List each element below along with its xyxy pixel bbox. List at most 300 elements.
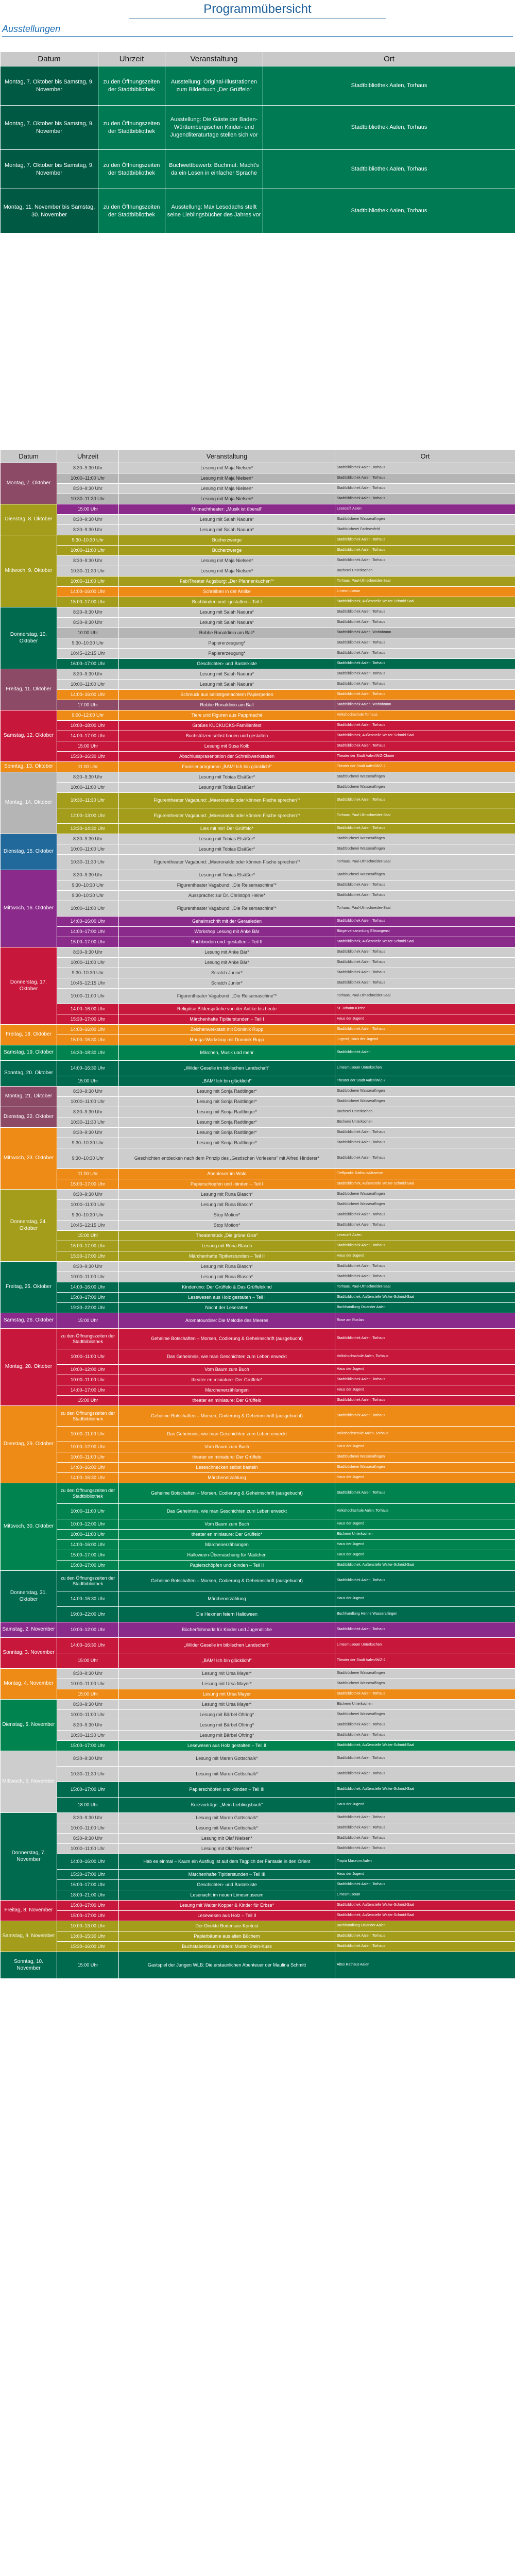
program-header-row [1,450,515,463]
program-row [1,1014,515,1025]
time-cell: 9:30–10:30 Uhr [57,638,119,649]
place-cell: Stadtbibliothek Aalen, Torhaus [335,463,515,473]
program-row [1,978,515,989]
time-cell: 16:30–18:30 Uhr [57,1045,119,1061]
event-cell: Geheime Botschaften – Morsen, Codierung & Geheimschrift (ausgebucht) [119,1406,335,1427]
program-row [1,1679,515,1689]
time-cell: 8:30–9:30 Uhr [57,1262,119,1272]
time-cell: 14:00–17:00 Uhr [57,927,119,937]
place-cell: Stadtbibliothek Aalen, Torhaus [335,1406,515,1427]
header-event: Veranstaltung [165,52,263,66]
event-cell: Lesung mit Salah Naoura* [119,669,335,680]
day-cell: Mittwoch, 16. Oktober [1,870,57,947]
place-cell: Bücherei Unterkochen [335,1117,515,1128]
day-cell: Donnerstag, 31. Oktober [1,1571,57,1622]
day-cell: Mittwoch, 6. November [1,1751,57,1813]
event-cell: Lesung mit Ursa Mayer [119,1689,335,1700]
day-cell: Sonntag, 10. November [1,1952,57,1979]
program-row [1,1148,515,1169]
event-cell: Großes KUCKUCKS-Familienfest [119,721,335,731]
time-cell: 9:30–10:30 Uhr [57,880,119,891]
event-cell: Lesung mit Walter Kopper & Kinder für Erbse* [119,1901,335,1911]
place-cell: Haus der Jugend [335,1550,515,1561]
time-cell: 10:45–12:15 Uhr [57,978,119,989]
event-cell: theater en miniature: Der Grüffelo* [119,1530,335,1540]
time-cell: 10:45–12:15 Uhr [57,649,119,659]
place-cell: Stadtbibliothek Aalen, Torhaus [335,638,515,649]
event-cell: Lesung mit Tobias Elsäßer* [119,844,335,855]
event-cell: Mitmachtheater: „Musik ist überall“ [119,504,335,515]
place-cell: Stadtbücherei Wasseralfingen [335,772,515,783]
event-cell: Geheime Botschaften – Morsen, Codierung & Geheimschrift (ausgebucht) [119,1483,335,1504]
time-cell: 15:00 Uhr [57,1952,119,1979]
time-cell: 9:30–10:30 Uhr [57,891,119,901]
place-cell: Stadtbibliothek Aalen, Torhaus [335,1329,515,1349]
program-row [1,1179,515,1190]
event-cell: Papiererzeugung* [119,638,335,649]
event-cell: Lesung mit Sonja Radtlinger* [119,1097,335,1107]
event-cell: Aussprache: zur Dr. Christoph Heine* [119,891,335,901]
event-cell: Figurentheater Vagabund: „Die Reisemaschine“* [119,880,335,891]
day-cell: Montag, 7. Oktober [1,463,57,504]
time-cell: 12:00–13:00 Uhr [57,808,119,824]
event-cell: Robbe Ronaldinio am Ball* [119,628,335,638]
place-cell: Stadtbibliothek, Außenstelle Walter-Schmid-Saal [335,1179,515,1190]
time-cell: 18:00–21:00 Uhr [57,1890,119,1901]
place-cell: Stadtbibliothek Aalen, Torhaus [335,968,515,978]
program-row [1,710,515,721]
time-cell: 15:00–17:00 Uhr [57,1782,119,1798]
program-row [1,1231,515,1241]
event-cell: Papierbäume aus alten Büchern [119,1931,335,1942]
time-cell: 9:00–12:00 Uhr [57,710,119,721]
event-cell: Bücherzwerge [119,535,335,546]
day-cell: Donnerstag, 7. November [1,1813,57,1901]
event-cell: „BAM! Ich bin glücklich!“ [119,1076,335,1087]
time-cell: 14:00–16:00 Uhr [57,1004,119,1014]
place-cell: Stadtbibliothek Aalen, Torhaus [335,1138,515,1148]
program-row [1,587,515,597]
time-cell: 10:30–11:30 Uhr [57,494,119,504]
time-cell: 8:30–9:30 Uhr [57,1190,119,1200]
program-row [1,1210,515,1221]
place-cell: Stadtbücherei Wasseralfingen [335,844,515,855]
place-cell: Treffpunkt: Rathaus/Museum [335,1169,515,1179]
place-cell: Stadtbücherei Wasseralfingen [335,1190,515,1200]
program-row [1,870,515,880]
time-cell: 15:00–17:00 Uhr [57,937,119,947]
event-cell: Lesung mit Ursa Mayer* [119,1679,335,1689]
program-row [1,1540,515,1550]
event-cell: Der Direkte Bodensee-Kontest [119,1921,335,1931]
place-cell: Altes Rathaus Aalen [335,1952,515,1979]
place-cell: Stadtbibliothek Aalen, Torhaus [335,680,515,690]
time-cell: 14:00–16:30 Uhr [57,1591,119,1607]
event-cell: Figurentheater Vagabund: „Die Reisemaschine“* [119,989,335,1004]
day-cell: Dienstag, 29. Oktober [1,1406,57,1483]
place-cell: Volkshochschule Aalen, Torhaus [335,1349,515,1365]
program-row [1,1519,515,1530]
day-cell: Montag, 21. Oktober [1,1087,57,1107]
place-cell: Stadtbibliothek Aalen, Torhaus [335,1148,515,1169]
event-cell: Lesung mit Tobias Elsäßer* [119,870,335,880]
program-row [1,855,515,870]
place-cell: Stadtbibliothek Aalen, Torhaus [335,618,515,628]
event-cell: Vom Baum zum Buch [119,1519,335,1530]
program-row [1,1045,515,1061]
time-cell: 10:00–11:00 Uhr [57,1452,119,1463]
program-header-place: Ort [335,450,515,463]
place-cell: Haus der Jugend [335,1519,515,1530]
program-header-date: Datum [1,450,57,463]
time-cell: 8:30–9:30 Uhr [57,463,119,473]
program-row [1,1329,515,1349]
program-row [1,1890,515,1901]
place-cell: Bürgerversammlung Ellwangenst [335,927,515,937]
time-cell: 8:30–9:30 Uhr [57,947,119,958]
program-row [1,1035,515,1045]
time-cell: 8:30–9:30 Uhr [57,1128,119,1138]
event-cell: Lesung mit Bärbel Oftring* [119,1720,335,1731]
program-row [1,1473,515,1483]
program-row [1,1061,515,1076]
program-row [1,690,515,700]
program-row [1,628,515,638]
program-row [1,1138,515,1148]
time-cell: 8:30–9:30 Uhr [57,607,119,618]
day-cell: Donnerstag, 10. Oktober [1,607,57,669]
place-cell: Stadtbibliothek Aalen [335,1045,515,1061]
time-cell: 8:30–9:30 Uhr [57,618,119,628]
event-cell: theater en miniature: Der Grüffelo* [119,1375,335,1385]
day-cell: Samstag, 19. Oktober [1,1045,57,1061]
event-cell: Lesung mit Bärbel Oftring* [119,1731,335,1741]
event-cell: Lesung mit Anke Bär* [119,958,335,968]
program-row [1,880,515,891]
program-row [1,1087,515,1097]
event-cell: Bücherflohmarkt für Kinder und Jugendliche [119,1622,335,1638]
event-cell: Lesung mit Maja Nielsen* [119,556,335,566]
event-cell: Buchstützen selbst bauen und gestalten [119,731,335,741]
program-row [1,463,515,473]
day-cell: Samstag, 2. November [1,1622,57,1638]
time-cell: 8:30–9:30 Uhr [57,1720,119,1731]
place-cell: Buchhandlung Osiander Aalen [335,1921,515,1931]
exhibition-time: zu den Öffnungszeiten der Stadtbibliothek [98,66,165,106]
place-cell: Volkshochschule Aalen, Torhaus [335,1504,515,1519]
place-cell: Stadtbibliothek Aalen, Torhaus [335,1396,515,1406]
program-row [1,484,515,494]
time-cell: 19:30–22:00 Uhr [57,1303,119,1313]
program-row [1,917,515,927]
day-cell: Montag, 28. Oktober [1,1329,57,1406]
program-row [1,1607,515,1622]
program-row [1,793,515,808]
place-cell: Volkshochschule Aalen, Torhaus [335,1427,515,1442]
time-cell: 10:30–11:30 Uhr [57,566,119,577]
place-cell: Buchhandlung Henne Wasseralfingen [335,1607,515,1622]
time-cell: 15:00–17:00 Uhr [57,1179,119,1190]
program-row [1,1025,515,1035]
program-row [1,597,515,607]
place-cell: Stadtbibliothek Aalen, Torhaus [335,1813,515,1823]
time-cell: 15:00–17:00 Uhr [57,1911,119,1921]
event-cell: Aromatourdine: Die Melodie des Meeres [119,1313,335,1329]
section-rule [2,36,513,37]
program-row [1,1571,515,1591]
program-row [1,1653,515,1669]
day-cell: Freitag, 25. Oktober [1,1262,57,1313]
event-cell: Lesung mit Maja Nielsen* [119,473,335,484]
event-cell: Das Geheimnis, wie man Geschichten zum Leben erweckt [119,1504,335,1519]
time-cell: 8:30–9:30 Uhr [57,556,119,566]
place-cell: Stadtbibliothek Aalen, Torhaus [335,1128,515,1138]
time-cell: 14:00–16:00 Uhr [57,690,119,700]
program-row [1,1313,515,1329]
time-cell: 10:00–11:00 Uhr [57,1427,119,1442]
time-cell: 14:00–16:30 Uhr [57,1638,119,1653]
time-cell: 9:30–10:30 Uhr [57,535,119,546]
place-cell: Stadtbibliothek Aalen, Wohnbrunn [335,628,515,638]
event-cell: Geschichten- und Bastelkiste [119,659,335,669]
time-cell: 8:30–9:30 Uhr [57,1107,119,1117]
place-cell: Stadtbibliothek Aalen, Torhaus [335,1025,515,1035]
program-row [1,607,515,618]
place-cell: Stadtbibliothek Aalen, Torhaus [335,690,515,700]
program-row [1,1452,515,1463]
event-cell: Lesung mit Rüna Blasch* [119,1272,335,1282]
place-cell: Theater der Stadt Aalen/WiZ-2 [335,1076,515,1087]
exhibition-event: Buchwettbewerb: Buchmut: Macht's da ein Lesen in einfacher Sprache [165,150,263,189]
program-row [1,1530,515,1540]
event-cell: Lesung mit Tobias Elsäßer* [119,772,335,783]
event-cell: Märchenhafte Tipitierstunden – Teil I [119,1014,335,1025]
exhibition-date: Montag, 7. Oktober bis Samstag, 9. November [1,106,98,150]
exhibition-event: Ausstellung: Max Lesedachs stellt seine Lieblingsbücher des Jahres vor [165,189,263,233]
event-cell: Lesung mit Sonja Radtlinger* [119,1107,335,1117]
exhibition-place: Stadtbibliothek Aalen, Torhaus [263,189,515,233]
program-row [1,824,515,834]
event-cell: „Wilder Geselle im biblischen Landschaft“ [119,1638,335,1653]
exhibition-time: zu den Öffnungszeiten der Stadtbibliothek [98,150,165,189]
event-cell: Lesung mit Maja Nielsen* [119,484,335,494]
time-cell: 15:00–17:00 Uhr [57,1293,119,1303]
place-cell: Stadtbibliothek, Außenstelle Walter-Schmid-Saal [335,937,515,947]
event-cell: Stop Motion* [119,1221,335,1231]
exhibition-event: Ausstellung: Original-Illustrationen zum Bilderbuch „Der Grüffelo“ [165,66,263,106]
time-cell: 10:00–11:00 Uhr [57,577,119,587]
program-row [1,1427,515,1442]
time-cell: 15:00–17:00 Uhr [57,1550,119,1561]
time-cell: 10:00–11:00 Uhr [57,1504,119,1519]
time-cell: 14:00–16:00 Uhr [57,1463,119,1473]
time-cell: 14:00–16:00 Uhr [57,1854,119,1870]
time-cell: 10:00–11:00 Uhr [57,1375,119,1385]
event-cell: Lesung mit Olaf Nielsen* [119,1834,335,1844]
program-row [1,752,515,762]
program-row [1,1406,515,1427]
event-cell: Figurentheater Vagabund: „Maeronaldo oder können Fische sprechen“* [119,855,335,870]
time-cell: 14:00–16:00 Uhr [57,917,119,927]
place-cell: Haus der Jugend [335,1473,515,1483]
time-cell: 10:00–12:00 Uhr [57,1442,119,1452]
time-cell: 8:30–9:30 Uhr [57,834,119,844]
event-cell: Lesung mit Rüna Blasch [119,1241,335,1251]
place-cell: Stadtbibliothek Aalen, Torhaus [335,1880,515,1890]
program-row [1,1669,515,1679]
place-cell: Stadtbibliothek, Außenstelle Walter-Schmid-Saal [335,1901,515,1911]
event-cell: Lesewesen aus Holz gestalten – Teil II [119,1741,335,1751]
place-cell: Haus der Jugend [335,1540,515,1550]
place-cell: Volkshochschule Torhaus [335,710,515,721]
place-cell: Stadtbibliothek, Außenstelle Walter-Schmid-Saal [335,1782,515,1798]
program-row [1,1813,515,1823]
event-cell: Papierschöpfen und -binden – Teil I [119,1179,335,1190]
place-cell: Rose am Rosfan [335,1313,515,1329]
time-cell: 10:00–11:00 Uhr [57,546,119,556]
program-row [1,968,515,978]
day-cell: Sonntag, 3. November [1,1638,57,1669]
section-title-exhibitions: Ausstellungen [2,24,61,34]
place-cell: Stadtbibliothek Aalen, Torhaus [335,1931,515,1942]
program-row [1,577,515,587]
event-cell: Lesung mit Olaf Nielsen* [119,1844,335,1854]
exhibition-row [1,150,515,189]
day-cell: Donnerstag, 17. Oktober [1,947,57,1025]
exhibitions-header-row [1,52,515,66]
event-cell: Lesung mit Ursa Mayer* [119,1669,335,1679]
time-cell: 14:00–16:30 Uhr [57,1061,119,1076]
time-cell: 8:30–9:30 Uhr [57,515,119,525]
place-cell: Stadtbibliothek Aalen, Torhaus [335,741,515,752]
exhibition-event: Ausstellung: Die Gäste der Baden-Württembergischen Kinder- und Jugendliteraturtage stellen sich vor [165,106,263,150]
place-cell: Limesmuseum Unterkochen [335,1638,515,1653]
program-row [1,1710,515,1720]
event-cell: Lesung mit Rüna Blasch* [119,1190,335,1200]
page-title: Programmübersicht [203,2,312,16]
program-row [1,741,515,752]
place-cell: Haus der Jugend [335,1870,515,1880]
exhibition-place: Stadtbibliothek Aalen, Torhaus [263,66,515,106]
time-cell: 11:00 Uhr [57,1169,119,1179]
time-cell: 8:30–9:30 Uhr [57,1669,119,1679]
time-cell: 10:00–11:00 Uhr [57,1710,119,1720]
program-row [1,1942,515,1952]
place-cell: Theater der Stadt Aalen/WiZ-2 [335,762,515,772]
event-cell: Geheime Botschaften – Morsen, Codierung & Geheimschrift (ausgebucht) [119,1329,335,1349]
event-cell: Figurentheater Vagabund: „Die Reisemaschine“* [119,901,335,917]
time-cell: 10:00–11:00 Uhr [57,680,119,690]
program-row [1,649,515,659]
event-cell: Abenteuer im Wald [119,1169,335,1179]
program-row [1,1221,515,1231]
time-cell: 10:00–11:00 Uhr [57,1679,119,1689]
program-row [1,1931,515,1942]
time-cell: 15:30–16:00 Uhr [57,1942,119,1952]
event-cell: Nacht der Leseratten [119,1303,335,1313]
program-row [1,1200,515,1210]
place-cell: Haus der Jugend [335,1014,515,1025]
program-row [1,901,515,917]
time-cell: 10:30–11:30 Uhr [57,1767,119,1782]
event-cell: Märchenerzählungen [119,1385,335,1396]
place-cell: Stadtbibliothek, Außenstelle Walter-Schmid-Saal [335,1741,515,1751]
event-cell: Lesewesen aus Holz gestalten – Teil I [119,1293,335,1303]
day-cell: Mittwoch, 9. Oktober [1,535,57,607]
place-cell: Haus der Jugend [335,1251,515,1262]
time-cell: 10:30–11:30 Uhr [57,793,119,808]
program-row [1,1921,515,1931]
event-cell: Leseschnecken selbst basteln [119,1463,335,1473]
time-cell: 10:00–11:00 Uhr [57,844,119,855]
event-cell: Papierschöpfen und -binden – Teil II [119,1561,335,1571]
event-cell: Lesung mit Salah Naoura* [119,515,335,525]
program-row [1,937,515,947]
program-row [1,1638,515,1653]
event-cell: Das Geheimnis, wie man Geschichten zum Leben erweckt [119,1349,335,1365]
place-cell: Limesmuseum Unterkochen [335,1061,515,1076]
program-row [1,783,515,793]
event-cell: Halloween-Überraschung für Mädchen [119,1550,335,1561]
time-cell: 16:00–17:00 Uhr [57,659,119,669]
program-row [1,1396,515,1406]
time-cell: 15:00 Uhr [57,1653,119,1669]
exhibition-place: Stadtbibliothek Aalen, Torhaus [263,150,515,189]
place-cell: Bücherei Unterkochen [335,1107,515,1117]
header-place: Ort [263,52,515,66]
program-row [1,1128,515,1138]
event-cell: Märchenhafte Tipitierstunden – Teil III [119,1870,335,1880]
time-cell: 9:30–10:30 Uhr [57,1148,119,1169]
time-cell: 17:00 Uhr [57,700,119,710]
exhibition-row [1,106,515,150]
day-cell: Dienstag, 15. Oktober [1,834,57,870]
place-cell: Stadtbücherei Wasseralfingen [335,1087,515,1097]
event-cell: Religiöse Bilderspräche von der Antike bis heute [119,1004,335,1014]
time-cell: 10:00–11:00 Uhr [57,1844,119,1854]
time-cell: zu den Öffnungszeiten der Stadtbibliothek [57,1571,119,1591]
program-row [1,1272,515,1282]
program-row [1,844,515,855]
program-row [1,566,515,577]
time-cell: 19:00–22:00 Uhr [57,1607,119,1622]
time-cell: 15:30–16:30 Uhr [57,752,119,762]
place-cell: Stadtbibliothek Aalen, Torhaus [335,1834,515,1844]
program-row [1,473,515,484]
event-cell: Lesung mit Salah Naoura* [119,607,335,618]
place-cell: Stadtbibliothek, Außenstelle Walter-Schmid-Saal [335,1911,515,1921]
place-cell: Haus der Jugend [335,1798,515,1813]
program-row [1,1880,515,1890]
time-cell: 10:00–11:00 Uhr [57,901,119,917]
place-cell: Stadtbibliothek Aalen, Torhaus [335,1689,515,1700]
time-cell: 14:00–16:00 Uhr [57,1282,119,1293]
event-cell: Lesung mit Sonja Radtlinger* [119,1128,335,1138]
event-cell: „Wilder Geselle im biblischen Landschaft“ [119,1061,335,1076]
program-row [1,1767,515,1782]
event-cell: Lesenacht im neuen Limesmuseum [119,1890,335,1901]
time-cell: 10:00–11:00 Uhr [57,1272,119,1282]
program-row [1,638,515,649]
place-cell: Stadtbücherei Wasseralfingen [335,1710,515,1720]
program-row [1,1689,515,1700]
place-cell: Bücherei Unterkochen [335,566,515,577]
program-row [1,1097,515,1107]
place-cell: Stadtbibliothek Aalen, Torhaus [335,958,515,968]
place-cell: Stadtbibliothek Aalen, Torhaus [335,1272,515,1282]
program-row [1,1834,515,1844]
time-cell: 10:00–12:00 Uhr [57,1519,119,1530]
